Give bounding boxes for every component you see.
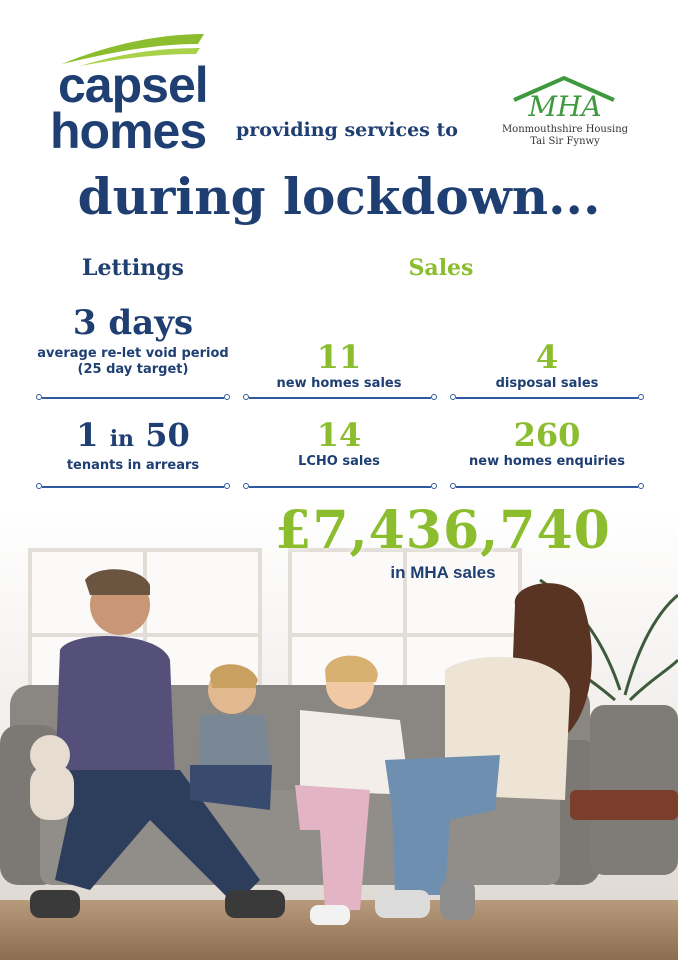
- mha-letters: MHA: [528, 90, 602, 123]
- enquiries-label: new homes enquiries: [469, 454, 625, 469]
- void-period-label: average re-let void period: [37, 346, 229, 361]
- mha-sales-value: £7,436,740: [275, 500, 611, 561]
- void-period-value: 3 days: [72, 303, 194, 343]
- divider-sales-2b: [456, 486, 638, 488]
- divider-lettings-1: [42, 397, 224, 399]
- disposal-sales-label: disposal sales: [495, 376, 599, 391]
- lcho-sales-value: 14: [316, 416, 362, 454]
- divider-sales-1a: [249, 397, 431, 399]
- sales-heading: Sales: [408, 255, 474, 281]
- mha-sales-label: in MHA sales: [390, 563, 496, 582]
- mha-name-welsh: Tai Sir Fynwy: [530, 136, 600, 147]
- stat-lcho-sales: [246, 416, 432, 470]
- mha-name: Monmouthshire Housing: [501, 124, 629, 135]
- new-homes-sales-label: new homes sales: [276, 376, 402, 391]
- stat-void-period: [30, 304, 236, 378]
- arrears-value: [30, 416, 236, 458]
- tagline: providing services to: [236, 119, 458, 141]
- arrears-value-in: in: [109, 426, 135, 452]
- mha-logo: [500, 74, 630, 154]
- stat-arrears: [30, 416, 236, 474]
- enquiries-value: 260: [513, 416, 581, 454]
- lcho-sales-label: LCHO sales: [298, 454, 380, 469]
- new-homes-sales-value: 11: [316, 338, 362, 376]
- divider-lettings-2: [42, 486, 224, 488]
- stat-disposal-sales: [454, 338, 640, 392]
- arrears-label: tenants in arrears: [66, 458, 200, 473]
- brand-line-capsel: capsel: [58, 57, 208, 113]
- arrears-value-b: 50: [145, 416, 190, 454]
- stat-new-homes-sales: [246, 338, 432, 392]
- arrears-value-a: 1: [76, 416, 99, 454]
- divider-sales-2a: [249, 486, 431, 488]
- lettings-heading: Lettings: [82, 255, 184, 281]
- divider-sales-1b: [456, 397, 638, 399]
- stat-enquiries: [454, 416, 640, 470]
- void-period-target: (25 day target): [77, 362, 189, 377]
- capsel-logo: [50, 30, 220, 160]
- brand-line-homes: homes: [50, 103, 207, 159]
- headline: during lockdown...: [77, 167, 601, 226]
- disposal-sales-value: 4: [535, 338, 559, 376]
